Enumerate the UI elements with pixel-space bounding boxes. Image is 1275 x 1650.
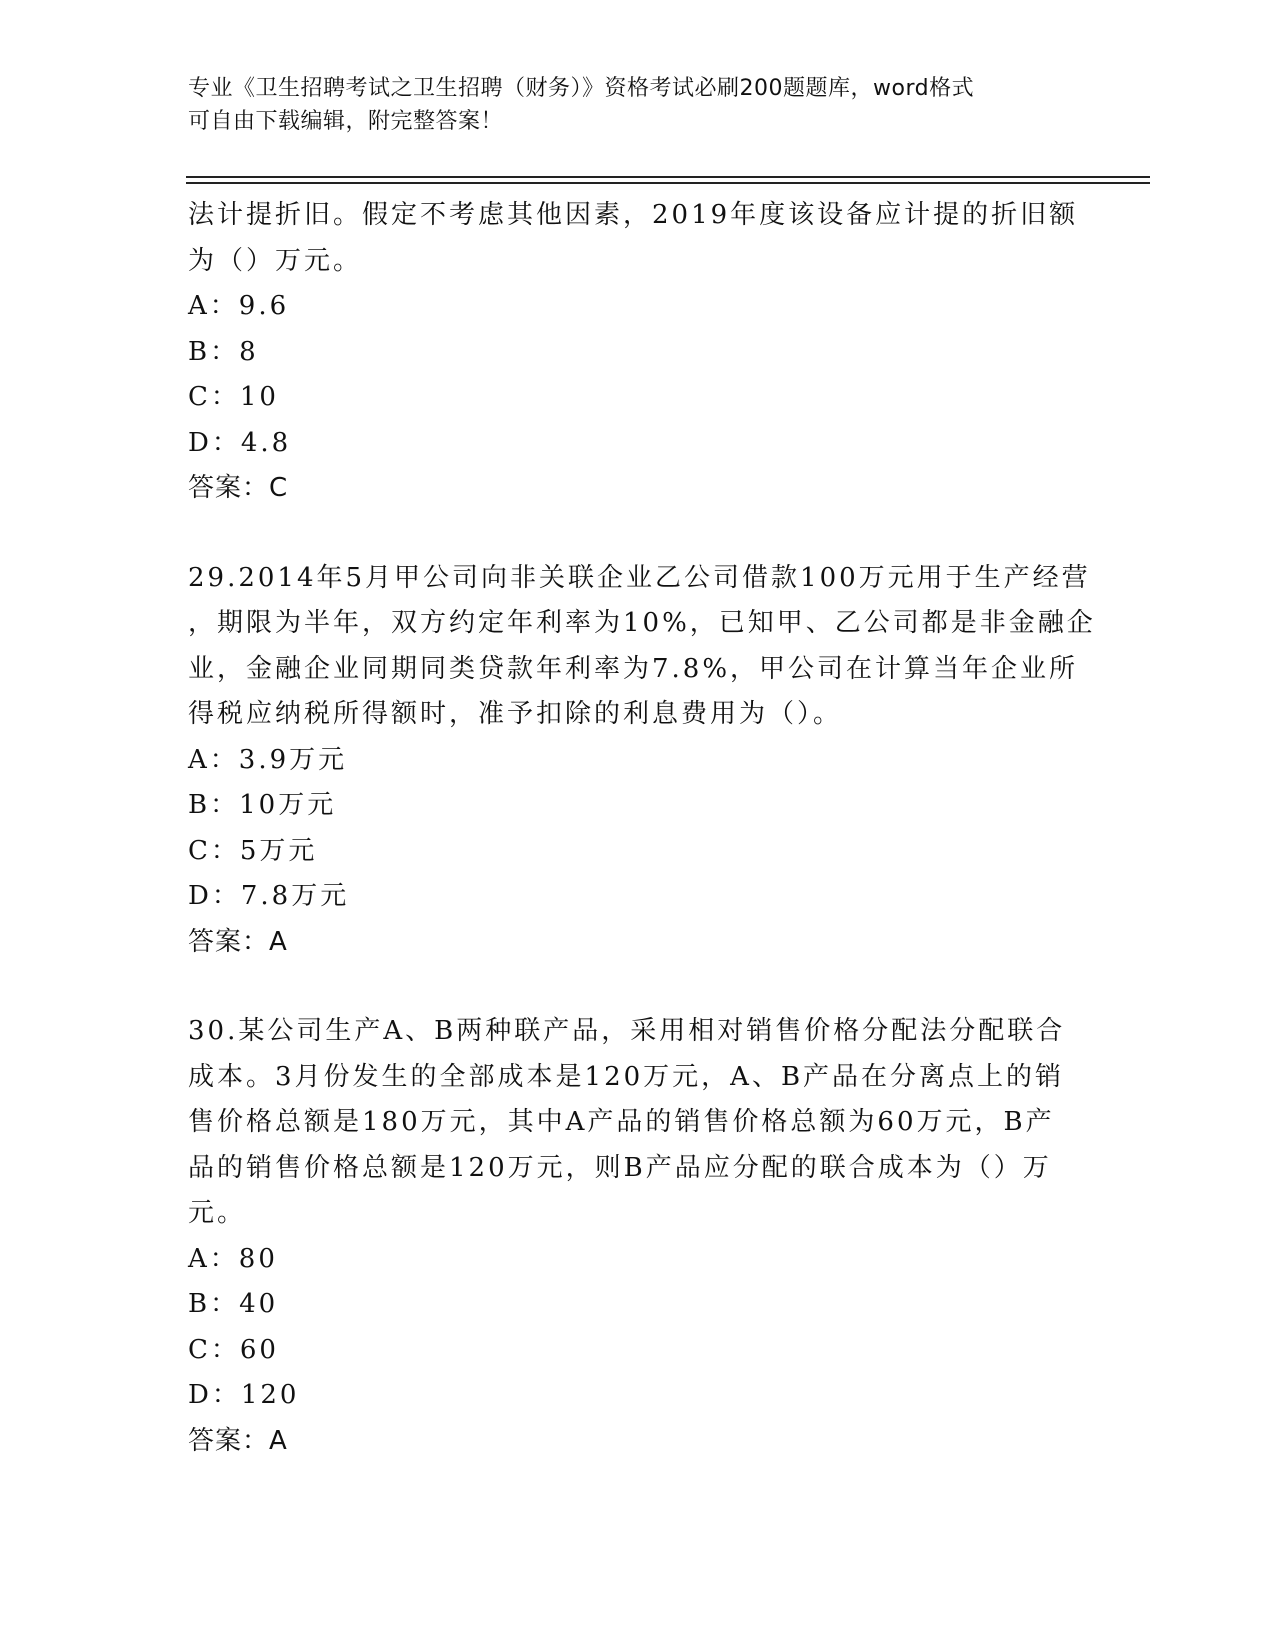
question-stem-line: 30.某公司生产A、B两种联产品，采用相对销售价格分配法分配联合 [188, 1016, 1066, 1046]
option-a: A：9.6 [188, 291, 290, 321]
question-spacer [188, 512, 1088, 556]
option-c: C：5万元 [188, 835, 318, 866]
answer-label: 答案：A [188, 1425, 288, 1456]
option-d: D：7.8万元 [188, 881, 350, 911]
option-d: D：4.8 [188, 427, 292, 458]
question-stem-line: 品的销售价格总额是120万元，则B产品应分配的联合成本为（）万 [188, 1152, 1052, 1183]
answer-label: 答案：C [188, 473, 289, 503]
option-b: B：10万元 [188, 790, 337, 820]
document-header [188, 72, 1068, 138]
question-stem-line: 为（）万元。 [188, 245, 363, 276]
question-29 [188, 556, 1096, 966]
question-stem-line: 成本。3月份发生的全部成本是120万元，A、B产品在分离点上的销 [188, 1061, 1065, 1092]
question-stem-line: 售价格总额是180万元，其中A产品的销售价格总额为60万元，B产 [188, 1107, 1055, 1137]
question-28 [188, 193, 1088, 512]
option-c: C：60 [188, 1334, 279, 1365]
header-title-line-2: 可自由下载编辑，附完整答案！ [188, 109, 504, 134]
question-spacer [188, 965, 1088, 1009]
option-b: B：40 [188, 1289, 279, 1319]
header-divider-bottom [186, 182, 1150, 184]
question-30 [188, 1009, 1088, 1464]
question-stem-line: 29.2014年5月甲公司向非关联企业乙公司借款100万元用于生产经营 [188, 562, 1091, 593]
option-c: C：10 [188, 382, 279, 412]
question-stem-line: 得税应纳税所得额时，准予扣除的利息费用为（）。 [188, 699, 843, 729]
option-a: A：80 [188, 1243, 278, 1274]
question-stem-line: 法计提折旧。假定不考虑其他因素，2019年度该设备应计提的折旧额 [188, 200, 1079, 230]
header-title-line-1: 专业《卫生招聘考试之卫生招聘（财务）》资格考试必刷200题题库，word格式 [188, 76, 975, 101]
option-d: D：120 [188, 1380, 300, 1410]
question-list [188, 193, 1096, 1464]
answer-label: 答案：A [188, 926, 288, 957]
question-stem-line: 业，金融企业同期同类贷款年利率为7.8%，甲公司在计算当年企业所 [188, 653, 1079, 684]
question-stem-line: 元。 [188, 1198, 247, 1228]
option-a: A：3.9万元 [188, 744, 348, 775]
question-stem-line: ，期限为半年，双方约定年利率为10%，已知甲、乙公司都是非金融企 [188, 608, 1096, 638]
header-divider-top [186, 176, 1150, 178]
option-b: B：8 [188, 336, 259, 367]
